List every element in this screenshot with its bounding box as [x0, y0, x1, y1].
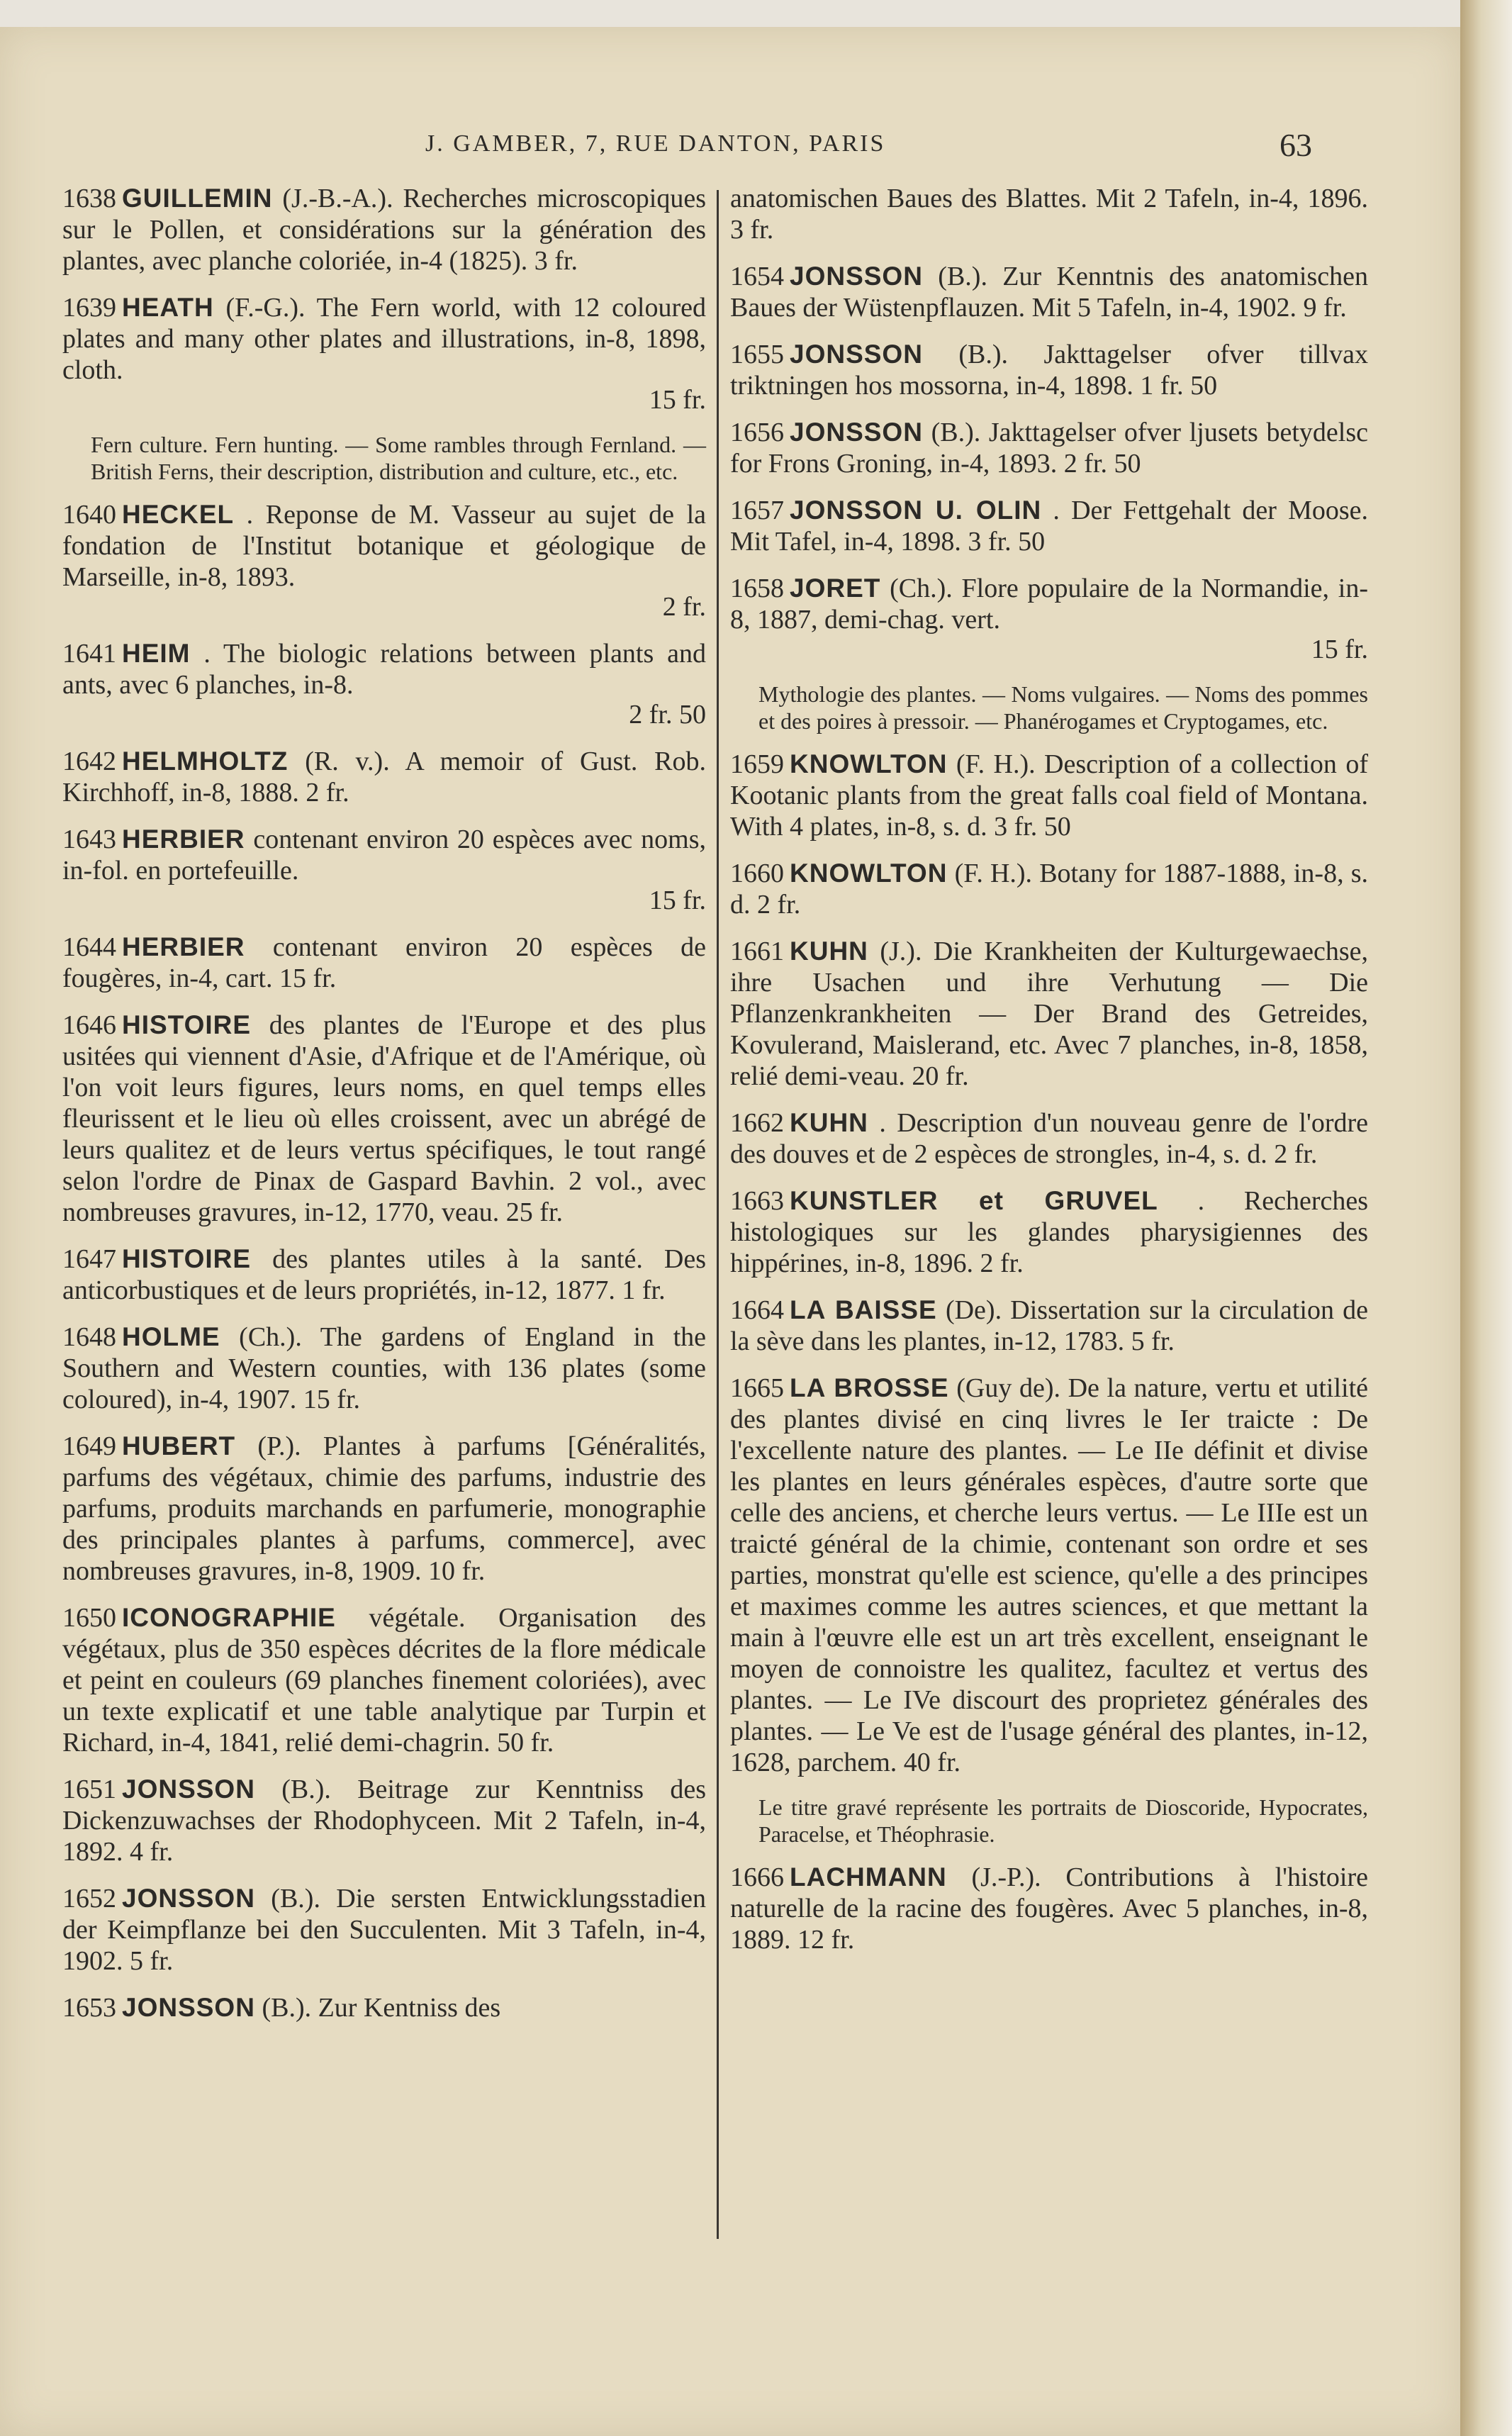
entry-number: 1639 — [62, 293, 116, 323]
entry-number: 1658 — [730, 574, 784, 603]
entry-author: LACHMANN — [790, 1862, 947, 1892]
entry-number: 1652 — [62, 1884, 116, 1913]
entry-description: (B.). Zur Kentniss des — [262, 1993, 501, 2023]
entry-number: 1660 — [730, 859, 784, 888]
catalog-entry — [730, 749, 1368, 842]
entry-number: 1647 — [62, 1244, 116, 1274]
entry-price: 15 fr. — [649, 885, 706, 915]
catalog-entry — [62, 1010, 706, 1228]
right-column — [730, 183, 1368, 2402]
page-number: 63 — [1279, 127, 1312, 163]
entry-number: 1656 — [730, 418, 784, 447]
entry-number: 1655 — [730, 340, 784, 369]
entry-author: HOLME — [122, 1322, 220, 1351]
entry-number: 1642 — [62, 747, 116, 776]
catalog-entry — [62, 824, 706, 916]
catalog-entry — [730, 1373, 1368, 1778]
catalog-entry — [62, 1244, 706, 1306]
entry-description: (B.). Zur Kenntnis des anatomischen Baues der Wüstenpflauzen. Mit 5 Tafeln, in-4, 1902. 9 fr. — [730, 262, 1369, 323]
entry-number: 1646 — [62, 1010, 116, 1040]
entry-number: 1653 — [62, 1993, 116, 2023]
entry-author: HUBERT — [122, 1431, 236, 1460]
entry-description: des plantes de l'Europe et des plus usitées qui viennent d'Asie, d'Afrique et de l'Amérique, où l'on voit leurs figures, leurs noms, en quel temps elles fleurissent et le lieu où elles croissent, avec un abrégé de leurs qualitez et de leurs vertus spécifiques, le tout rangé selon l'ordre de Pinax de Gaspard Bavhin. 2 vol., avec nombreuses gravures, in-12, 1770, veau. 25 fr. — [62, 1010, 707, 1227]
entry-author: HELMHOLTZ — [122, 747, 289, 776]
entry-author: KNOWLTON — [790, 749, 948, 778]
entry-note: Mythologie des plantes. — Noms vulgaires. — Noms des pommes et des poires à pressoir. — Phanérogames et Cryptogames, etc. — [758, 681, 1368, 734]
entry-price: 2 fr. — [662, 592, 706, 622]
entry-author: JONSSON — [122, 1884, 255, 1913]
catalog-entry — [62, 638, 706, 730]
entry-description: (Ch.). Flore populaire de la Normandie, in-8, 1887, demi-chag. vert. — [730, 574, 1368, 635]
entry-number: 1662 — [730, 1108, 784, 1138]
entry-number: 1643 — [62, 825, 116, 854]
catalog-entry — [62, 499, 706, 622]
entry-description: (F. H.). Description of a collection of Kootanic plants from the great falls coal field of Montana. With 4 plates, in-8, s. d. 3 fr. 50 — [730, 749, 1368, 842]
catalog-entry — [730, 936, 1368, 1092]
entry-price: 2 fr. 50 — [629, 700, 706, 730]
entry-number: 1650 — [62, 1603, 116, 1633]
entry-number: 1664 — [730, 1295, 784, 1325]
entry-description: (De). Dissertation sur la circulation de la sève dans les plantes, in-12, 1783. 5 fr. — [730, 1295, 1369, 1356]
entry-author: JONSSON — [122, 1775, 255, 1804]
entry-description: (F.-G.). The Fern world, with 12 coloured plates and many other plates and illustrations, in-8, 1898, cloth. — [62, 293, 707, 385]
entry-author: JONSSON — [790, 418, 923, 447]
entry-number: 1641 — [62, 639, 116, 669]
entry-number: 1665 — [730, 1373, 784, 1403]
entry-author: KUNSTLER et GRUVEL — [790, 1186, 1158, 1215]
catalog-entry — [730, 417, 1368, 479]
entry-description: (Ch.). The gardens of England in the Southern and Western counties, with 136 plates (some coloured), in-4, 1907. 15 fr. — [62, 1322, 706, 1414]
entry-author: HEATH — [122, 293, 214, 322]
entry-author: KUHN — [790, 1108, 868, 1137]
entry-description: . The biologic relations between plants and ants, avec 6 planches, in-8. — [62, 639, 707, 700]
entry-author: HERBIER — [122, 825, 245, 854]
entry-author: HISTOIRE — [122, 1244, 252, 1273]
entry-number: 1644 — [62, 932, 116, 962]
header-title: J. GAMBER, 7, RUE DANTON, PARIS — [425, 130, 886, 157]
entry-price: 15 fr. — [649, 385, 706, 415]
entry-number: 1649 — [62, 1431, 116, 1461]
catalog-entry — [730, 1295, 1368, 1357]
entry-description: (B.). Beitrage zur Kenntniss des Dickenzuwachses der Rhodophyceen. Mit 2 Tafeln, in-4, 1892. 4 fr. — [62, 1775, 707, 1867]
catalog-entry — [730, 1862, 1368, 1955]
entry-author: HISTOIRE — [122, 1010, 252, 1039]
left-column — [62, 183, 706, 2402]
catalog-entry — [62, 1322, 706, 1415]
entry-description: (R. v.). A memoir of Gust. Rob. Kirchhoff, in-8, 1888. 2 fr. — [62, 747, 706, 808]
entry-description: des plantes utiles à la santé. Des anticorbustiques et de leurs propriétés, in-12, 1877. 1 fr. — [62, 1244, 706, 1305]
entry-description: (B.). Jakttagelser ofver ljusets betydelsc for Frons Groning, in-4, 1893. 2 fr. 50 — [730, 418, 1368, 479]
catalog-entry — [62, 1774, 706, 1867]
entry-number: 1651 — [62, 1775, 116, 1804]
entry-description: (J.-B.-A.). Recherches microscopiques sur le Pollen, et considérations sur la génération des plantes, avec planche coloriée, in-4 (1825). 3 fr. — [62, 184, 706, 276]
entry-number: 1661 — [730, 937, 784, 966]
entry-description: (Guy de). De la nature, vertu et utilité des plantes divisé en cinq livres le Ier traicte : De l'excellente nature des plantes. — Le IIe définit et divise les plantes en leurs générales espèces, d'autre sorte que celle des anciens, et cherche leurs vertus. — Le IIIe est un traicté général de la chimie, contenant son ordre et ses parties, monstrat qu'elle est science, qu'elle a des principes et maximes comme les autres sciences, et que mettant la main à l'œuvre elle est un art très excellent, enseignant le moyen de connoistre les qualitez, facultez et vertus des plantes. — Le IVe discourt des proprietez générales des plantes. — Le Ve est de l'usage général des plantes, in-12, 1628, parchem. 40 fr. — [730, 1373, 1369, 1777]
catalog-entry — [730, 573, 1368, 665]
running-header — [0, 126, 1460, 176]
entry-number: 1638 — [62, 184, 116, 213]
entry-author: HERBIER — [122, 932, 245, 961]
entry-description: . Description d'un nouveau genre de l'ordre des douves et de 2 espèces de strongles, in-4, s. d. 2 fr. — [730, 1108, 1369, 1169]
catalog-entry — [62, 183, 706, 276]
entry-description: (P.). Plantes à parfums [Généralités, parfums des végétaux, chimie des parfums, industrie des parfums, produits marchands en parfumerie, monographie des principales plantes à parfums, commerce], avec nombreuses gravures, in-8, 1909. 10 fr. — [62, 1431, 706, 1586]
entry-author: JONSSON — [790, 340, 923, 369]
entry-author: ICONOGRAPHIE — [122, 1603, 336, 1632]
entry-number: 1666 — [730, 1862, 784, 1892]
entry-author: JONSSON U. OLIN — [790, 496, 1042, 525]
entry-description: (J.-P.). Contributions à l'histoire naturelle de la racine des fougères. Avec 5 planches, in-8, 1889. 12 fr. — [730, 1862, 1368, 1955]
page-edge — [1460, 0, 1512, 2436]
entry-author: HECKEL — [122, 500, 235, 529]
entry-number: 1648 — [62, 1322, 116, 1352]
catalog-entry — [730, 1185, 1368, 1279]
entry-description: anatomischen Baues des Blattes. Mit 2 Tafeln, in-4, 1896. 3 fr. — [730, 184, 1368, 245]
entry-number: 1659 — [730, 749, 784, 779]
entry-number: 1663 — [730, 1186, 784, 1216]
entry-description: . Reponse de M. Vasseur au sujet de la fondation de l'Institut botanique et géologique de Marseille, in-8, 1893. — [62, 500, 706, 592]
entry-note: Fern culture. Fern hunting. — Some rambles through Fernland. — British Ferns, their description, distribution and culture, etc., etc. — [91, 432, 706, 484]
catalog-entry — [730, 183, 1368, 245]
entry-author: JORET — [790, 574, 881, 603]
entry-description: contenant environ 20 espèces de fougères, in-4, cart. 15 fr. — [62, 932, 707, 993]
entry-author: GUILLEMIN — [122, 184, 273, 213]
entry-author: LA BAISSE — [790, 1295, 937, 1324]
entry-price: 15 fr. — [1311, 635, 1368, 664]
catalog-entry — [62, 1992, 706, 2023]
entry-author: JONSSON — [122, 1993, 255, 2022]
catalog-entry — [730, 1107, 1368, 1170]
entry-description: contenant environ 20 espèces avec noms, in-fol. en portefeuille. — [62, 825, 707, 885]
entry-author: KNOWLTON — [790, 859, 948, 888]
entry-description: . Recherches histologiques sur les glandes pharysigiennes des hippérines, in-8, 1896. 2 fr. — [730, 1186, 1369, 1278]
column-divider — [717, 190, 719, 2239]
entry-author: LA BROSSE — [790, 1373, 949, 1402]
entry-author: KUHN — [790, 937, 868, 966]
entry-author: JONSSON — [790, 262, 923, 291]
entry-description: (B.). Die sersten Entwicklungsstadien der Keimpflanze bei den Succulenten. Mit 3 Tafeln, in-4, 1902. 5 fr. — [62, 1884, 706, 1976]
catalog-entry — [62, 746, 706, 808]
entry-description: (B.). Jakttagelser ofver tillvax triktningen hos mossorna, in-4, 1898. 1 fr. 50 — [730, 340, 1369, 401]
catalog-entry — [62, 292, 706, 415]
catalog-entry — [730, 858, 1368, 920]
catalog-entry — [62, 1883, 706, 1977]
catalog-entry — [730, 261, 1368, 323]
catalog-entry — [730, 495, 1368, 557]
catalog-entry — [62, 932, 706, 994]
catalog-entry — [62, 1602, 706, 1758]
entry-description: (J.). Die Krankheiten der Kulturgewaechse, ihre Usachen und ihre Verhutung — Die Pflanzenkrankheiten — Der Brand des Getreides, Kovulerand, Maislerand, etc. Avec 7 planches, in-8, 1858, relié demi-veau. 20 fr. — [730, 937, 1368, 1091]
entry-number: 1654 — [730, 262, 784, 291]
catalog-entry — [730, 339, 1368, 401]
entry-number: 1640 — [62, 500, 116, 530]
catalog-entry — [62, 1431, 706, 1587]
entry-author: HEIM — [122, 639, 191, 668]
entry-description: . Der Fettgehalt der Moose. Mit Tafel, in-4, 1898. 3 fr. 50 — [730, 496, 1369, 557]
entry-description: (F. H.). Botany for 1887-1888, in-8, s. d. 2 fr. — [730, 859, 1368, 920]
entry-number: 1657 — [730, 496, 784, 525]
entry-note: Le titre gravé représente les portraits de Dioscoride, Hypocrates, Paracelse, et Théophrasie. — [758, 1794, 1368, 1847]
entry-description: végétale. Organisation des végétaux, plus de 350 espèces décrites de la flore médicale et peint en couleurs (69 planches finement coloriées), avec un texte explicatif et une table analytique par Turpin et Richard, in-4, 1841, relié demi-chagrin. 50 fr. — [62, 1603, 707, 1758]
